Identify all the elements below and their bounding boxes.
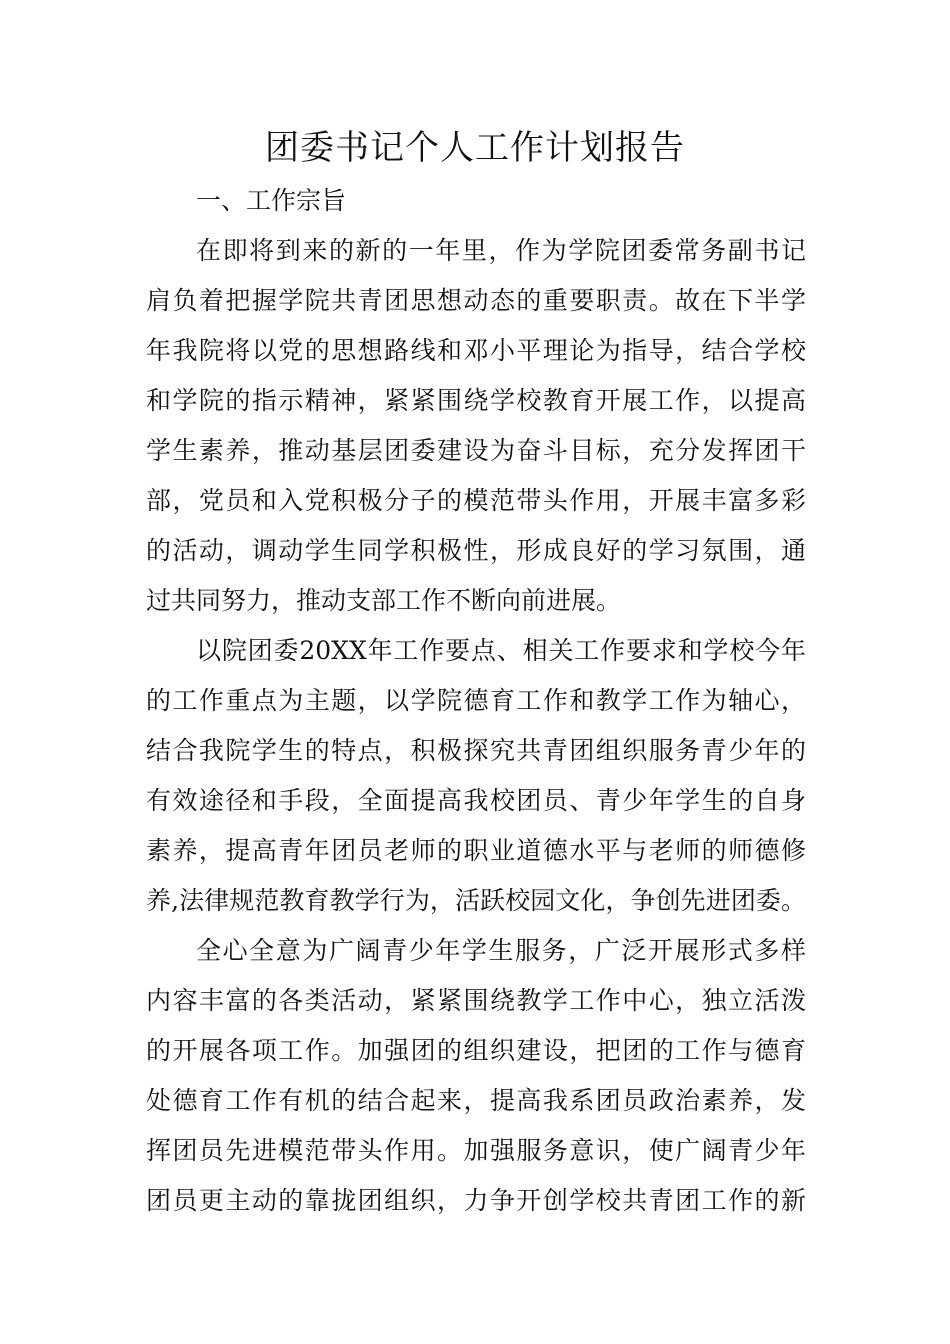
paragraph-1-line: 的活动，调动学生同学积极性，形成良好的学习氛围，通 [146, 536, 806, 565]
paragraph-2-line: 素养，提高青年团员老师的职业道德水平与老师的师德修 [146, 836, 806, 865]
document-body [146, 176, 806, 1226]
paragraph-2-line: 以院团委20XX年工作要点、相关工作要求和学校今年 [196, 636, 806, 665]
paragraph-1-line: 年我院将以党的思想路线和邓小平理论为指导，结合学校 [146, 336, 806, 365]
paragraph-3-line: 全心全意为广阔青少年学生服务，广泛开展形式多样 [196, 936, 806, 965]
paragraph-3-line: 的开展各项工作。加强团的组织建设，把团的工作与德育 [146, 1036, 806, 1065]
paragraph-2-line: 结合我院学生的特点，积极探究共青团组织服务青少年的 [146, 736, 806, 765]
paragraph-3-line: 挥团员先进模范带头作用。加强服务意识，使广阔青少年 [146, 1136, 806, 1165]
document-title: 团委书记个人工作计划报告 [265, 128, 685, 168]
paragraph-1-line: 和学院的指示精神，紧紧围绕学校教育开展工作，以提高 [146, 386, 806, 415]
paragraph-1-line: 部，党员和入党积极分子的模范带头作用，开展丰富多彩 [146, 486, 806, 515]
section-heading: 一、工作宗旨 [196, 186, 347, 215]
paragraph-2-line: 养,法律规范教育教学行为，活跃校园文化，争创先进团委。 [146, 886, 806, 915]
paragraph-1-line: 学生素养，推动基层团委建设为奋斗目标，充分发挥团干 [146, 436, 806, 465]
paragraph-1-line: 肩负着把握学院共青团思想动态的重要职责。故在下半学 [146, 286, 806, 315]
paragraph-3-line: 处德育工作有机的结合起来，提高我系团员政治素养，发 [146, 1086, 806, 1115]
paragraph-3-line: 内容丰富的各类活动，紧紧围绕教学工作中心，独立活泼 [146, 986, 806, 1015]
paragraph-2-line: 的工作重点为主题，以学院德育工作和教学工作为轴心， [146, 686, 806, 715]
paragraph-2-line: 有效途径和手段，全面提高我校团员、青少年学生的自身 [146, 786, 806, 815]
paragraph-1-line: 过共同努力，推动支部工作不断向前进展。 [146, 586, 622, 615]
paragraph-1-line: 在即将到来的新的一年里，作为学院团委常务副书记 [196, 236, 806, 265]
paragraph-3-line: 团员更主动的靠拢团组织，力争开创学校共青团工作的新 [146, 1186, 806, 1215]
